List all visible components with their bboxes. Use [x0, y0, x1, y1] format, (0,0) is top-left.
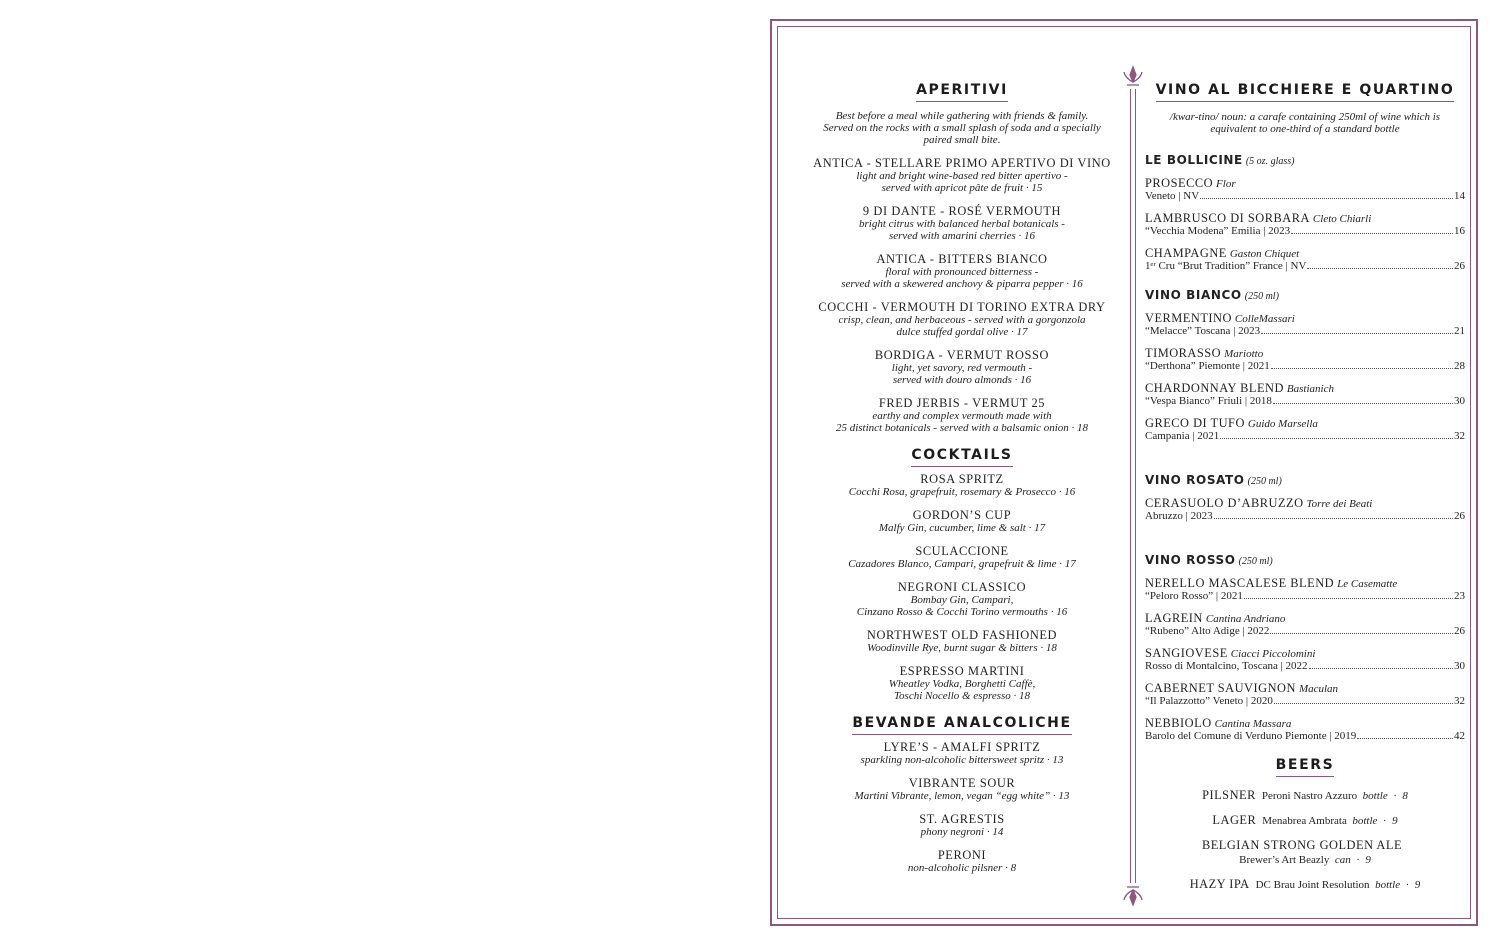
item-name: SCULACCIONE	[915, 544, 1009, 558]
item-description: Woodinville Rye, burnt sugar & bitters · 18	[867, 642, 1057, 654]
dot-leader	[1274, 703, 1453, 704]
wine-origin: “Melacce” Toscana | 2023	[1145, 325, 1261, 337]
item-description: light, yet savory, red vermouth -	[891, 362, 1033, 374]
group-note: (250 ml)	[1244, 291, 1279, 302]
wine-price: 26	[1454, 625, 1465, 637]
wine-group	[1145, 153, 1465, 273]
item-name: ESPRESSO MARTINI	[899, 664, 1025, 678]
item-description: served with apricot pâte de fruit · 15	[881, 182, 1043, 194]
intro-line: Served on the rocks with a small splash of soda and a specially	[823, 122, 1101, 134]
beer-item	[1145, 877, 1465, 892]
item-name: COCCHI - VERMOUTH DI TORINO EXTRA DRY	[818, 300, 1106, 314]
item-description: phony negroni · 14	[920, 826, 1004, 838]
fleur-top-icon	[1124, 67, 1142, 85]
menu-page	[770, 19, 1478, 926]
wine-name: NERELLO MASCALESE BLEND	[1145, 576, 1335, 590]
wine-price: 23	[1454, 590, 1465, 602]
beer-name: HAZY IPA	[1189, 877, 1250, 891]
wine-item	[1145, 382, 1465, 408]
group-name: LE BOLLICINE	[1145, 153, 1243, 167]
item-description: served with a skewered anchovy & piparra pepper · 16	[841, 278, 1083, 290]
wine-origin: Campania | 2021	[1145, 430, 1220, 442]
wine-origin-line	[1145, 625, 1465, 638]
item-description: earthy and complex vermouth made with	[872, 410, 1052, 422]
wine-origin: Veneto | NV	[1145, 190, 1200, 202]
wine-name: CERASUOLO D’ABRUZZO	[1145, 496, 1304, 510]
wine-name: SANGIOVESE	[1145, 646, 1228, 660]
wine-title-line	[1145, 247, 1465, 260]
beer-price: 9	[1365, 854, 1371, 866]
wine-item	[1145, 682, 1465, 708]
ornamental-divider	[1123, 63, 1143, 909]
wine-title-line	[1145, 717, 1465, 730]
menu-item	[792, 777, 1132, 802]
intro-line: paired small bite.	[923, 134, 1001, 146]
wine-origin-line	[1145, 190, 1465, 203]
wine-group-title	[1145, 153, 1465, 167]
wine-title-line	[1145, 177, 1465, 190]
bevande-list	[792, 741, 1132, 874]
wine-name: CABERNET SAUVIGNON	[1145, 681, 1296, 695]
wine-item	[1145, 247, 1465, 273]
aperitivi-list	[792, 157, 1132, 434]
wine-origin-line	[1145, 695, 1465, 708]
wine-origin: 1ᵉʳ Cru “Brut Tradition” France | NV	[1145, 260, 1307, 272]
wine-item	[1145, 177, 1465, 203]
beers-list	[1145, 788, 1465, 892]
cocktails-title: COCKTAILS	[792, 447, 1132, 467]
wine-group	[1145, 473, 1465, 523]
wine-origin-line	[1145, 730, 1465, 743]
vino-title: VINO AL BICCHIERE E QUARTINO	[1145, 82, 1465, 102]
item-name: PERONI	[937, 848, 987, 862]
beer-format: bottle	[1352, 815, 1378, 827]
item-name: ANTICA - STELLARE PRIMO APERTIVO DI VINO	[813, 156, 1111, 170]
group-name: VINO ROSATO	[1145, 473, 1245, 487]
intro-line: equivalent to one-third of a standard bottle	[1210, 123, 1400, 135]
beer-brand: Peroni Nastro Azzuro	[1261, 790, 1358, 802]
vino-intro	[1145, 111, 1465, 135]
wine-origin: Barolo del Comune di Verduno Piemonte | 2019	[1145, 730, 1357, 742]
fleur-bottom-icon	[1124, 887, 1142, 905]
menu-item	[792, 741, 1132, 766]
wine-origin-line	[1145, 225, 1465, 238]
cocktails-section	[792, 447, 1132, 702]
wine-name: CHARDONNAY BLEND	[1145, 381, 1284, 395]
dot-leader	[1291, 233, 1453, 234]
wine-producer: Ciacci Piccolomini	[1230, 648, 1316, 660]
item-description: dulce stuffed gordal olive · 17	[896, 326, 1028, 338]
item-name: ANTICA - BITTERS BIANCO	[876, 252, 1048, 266]
item-description: Cinzano Rosso & Cocchi Torino vermouths · 16	[856, 606, 1068, 618]
wine-origin: “Il Palazzotto” Veneto | 2020	[1145, 695, 1273, 707]
wine-origin: Rosso di Montalcino, Toscana | 2022	[1145, 660, 1308, 672]
wine-origin: “Peloro Rosso” | 2021	[1145, 590, 1243, 602]
item-description: Martini Vibrante, lemon, vegan “egg white” · 13	[854, 790, 1070, 802]
item-description: non-alcoholic pilsner · 8	[907, 862, 1017, 874]
group-note: (5 oz. glass)	[1245, 156, 1295, 167]
wine-origin: “Rubeno” Alto Adige | 2022	[1145, 625, 1270, 637]
beer-format: can	[1334, 854, 1351, 866]
beer-price: 8	[1402, 790, 1408, 802]
wine-item	[1145, 647, 1465, 673]
beer-name: BELGIAN STRONG GOLDEN ALE	[1201, 838, 1403, 852]
menu-item	[792, 253, 1132, 290]
item-description: Cazadores Blanco, Campari, grapefruit & lime · 17	[848, 558, 1076, 570]
wine-title-line	[1145, 212, 1465, 225]
item-description: crisp, clean, and herbaceous - served with a gorgonzola	[838, 314, 1086, 326]
wine-price: 30	[1454, 395, 1465, 407]
menu-item	[792, 473, 1132, 498]
wine-price: 26	[1454, 510, 1465, 522]
bevande-section	[792, 715, 1132, 874]
menu-item	[792, 205, 1132, 242]
wine-origin-line	[1145, 430, 1465, 443]
wine-item	[1145, 312, 1465, 338]
item-description: served with amarini cherries · 16	[888, 230, 1036, 242]
menu-item	[792, 397, 1132, 434]
wine-producer: Guido Marsella	[1247, 418, 1318, 430]
beer-name: LAGER	[1212, 813, 1257, 827]
wine-item	[1145, 717, 1465, 743]
item-description: light and bright wine-based red bitter apertivo -	[856, 170, 1068, 182]
beer-name: PILSNER	[1202, 788, 1256, 802]
wine-item	[1145, 347, 1465, 373]
wine-origin-line	[1145, 395, 1465, 408]
item-name: ROSA SPRITZ	[920, 472, 1004, 486]
beer-item	[1145, 838, 1465, 867]
aperitivi-section	[792, 82, 1132, 434]
item-name: LYRE’S - AMALFI SPRITZ	[883, 740, 1041, 754]
menu-item	[792, 349, 1132, 386]
dot-leader	[1307, 268, 1453, 269]
beer-price: 9	[1392, 815, 1398, 827]
wine-origin-line	[1145, 660, 1465, 673]
dot-leader	[1261, 333, 1453, 334]
wine-item	[1145, 417, 1465, 443]
left-column	[792, 27, 1132, 874]
wine-origin: “Derthona” Piemonte | 2021	[1145, 360, 1270, 372]
wine-name: NEBBIOLO	[1145, 716, 1212, 730]
menu-item	[792, 849, 1132, 874]
wine-title-line	[1145, 312, 1465, 325]
group-note: (250 ml)	[1238, 556, 1273, 567]
wine-origin-line	[1145, 590, 1465, 603]
wine-title-line	[1145, 577, 1465, 590]
item-description: served with douro almonds · 16	[892, 374, 1032, 386]
wine-price: 21	[1454, 325, 1465, 337]
wine-name: VERMENTINO	[1145, 311, 1232, 325]
wine-group	[1145, 288, 1465, 443]
wine-producer: Maculan	[1298, 683, 1339, 695]
wine-title-line	[1145, 417, 1465, 430]
group-note: (250 ml)	[1247, 476, 1282, 487]
wine-group-title	[1145, 473, 1465, 487]
wine-origin: Abruzzo | 2023	[1145, 510, 1213, 522]
item-name: NORTHWEST OLD FASHIONED	[866, 628, 1058, 642]
wine-item	[1145, 497, 1465, 523]
wine-name: CHAMPAGNE	[1145, 246, 1227, 260]
wine-name: LAGREIN	[1145, 611, 1203, 625]
wine-title-line	[1145, 382, 1465, 395]
wine-title-line	[1145, 497, 1465, 510]
intro-line: /kwar-tino/ noun: a carafe containing 250ml of wine which is	[1169, 111, 1441, 123]
menu-inner-border	[777, 26, 1471, 919]
wine-producer: ColleMassari	[1234, 313, 1295, 325]
wine-price: 42	[1454, 730, 1465, 742]
dot-leader	[1200, 198, 1453, 199]
dot-leader	[1244, 598, 1453, 599]
beer-format: bottle	[1375, 879, 1401, 891]
item-description: sparkling non-alcoholic bittersweet spritz · 13	[860, 754, 1064, 766]
group-name: VINO BIANCO	[1145, 288, 1242, 302]
dot-leader	[1273, 403, 1453, 404]
dot-leader	[1270, 633, 1453, 634]
item-description: Wheatley Vodka, Borghetti Caffè,	[888, 678, 1036, 690]
wine-group-title	[1145, 288, 1465, 302]
separator: ·	[1387, 790, 1403, 802]
item-name: VIBRANTE SOUR	[908, 776, 1016, 790]
wine-producer: Le Casematte	[1337, 578, 1398, 590]
bevande-title: BEVANDE ANALCOLICHE	[792, 715, 1132, 735]
dot-leader	[1220, 438, 1453, 439]
dot-leader	[1309, 668, 1453, 669]
wine-origin-line	[1145, 260, 1465, 273]
wine-name: PROSECCO	[1145, 176, 1214, 190]
item-description: Toschi Nocello & espresso · 18	[893, 690, 1031, 702]
group-name: VINO ROSSO	[1145, 553, 1236, 567]
menu-item	[792, 581, 1132, 618]
wine-origin-line	[1145, 325, 1465, 338]
aperitivi-title: APERITIVI	[792, 82, 1132, 102]
dot-leader	[1271, 368, 1453, 369]
wine-name: GRECO DI TUFO	[1145, 416, 1245, 430]
beer-price: 9	[1414, 879, 1421, 891]
item-description: Cocchi Rosa, grapefruit, rosemary & Prosecco · 16	[848, 486, 1076, 498]
item-description: floral with pronounced bitterness -	[885, 266, 1039, 278]
wine-groups	[1145, 153, 1465, 743]
beer-brand: Brewer’s Art Beazly	[1239, 854, 1330, 866]
beers-section	[1145, 757, 1465, 892]
wine-producer: Torre dei Beati	[1306, 498, 1373, 510]
item-name: GORDON’S CUP	[912, 508, 1012, 522]
menu-item	[792, 157, 1132, 194]
item-name: FRED JERBIS - VERMUT 25	[878, 396, 1046, 410]
wine-item	[1145, 612, 1465, 638]
wine-title-line	[1145, 647, 1465, 660]
wine-producer: Cantina Andriano	[1205, 613, 1286, 625]
wine-title-line	[1145, 612, 1465, 625]
wine-price: 30	[1454, 660, 1465, 672]
vino-section	[1145, 82, 1465, 743]
wine-item	[1145, 212, 1465, 238]
item-description: Malfy Gin, cucumber, lime & salt · 17	[878, 522, 1046, 534]
beer-item	[1145, 788, 1465, 803]
menu-item	[792, 629, 1132, 654]
aperitivi-intro	[792, 110, 1132, 146]
wine-origin: “Vecchia Modena” Emilia | 2023	[1145, 225, 1291, 237]
wine-title-line	[1145, 347, 1465, 360]
menu-item	[792, 509, 1132, 534]
separator: ·	[1400, 879, 1415, 891]
beer-item	[1145, 813, 1465, 828]
beer-brand: DC Brau Joint Resolution	[1255, 879, 1370, 891]
menu-item	[792, 545, 1132, 570]
wine-producer: Flor	[1216, 178, 1236, 190]
menu-item	[792, 301, 1132, 338]
beer-brand: Menabrea Ambrata	[1262, 815, 1347, 827]
wine-group	[1145, 553, 1465, 743]
wine-price: 26	[1454, 260, 1465, 272]
wine-price: 32	[1454, 430, 1465, 442]
item-name: BORDIGA - VERMUT ROSSO	[874, 348, 1050, 362]
wine-producer: Cleto Chiarli	[1312, 213, 1372, 225]
separator: ·	[1377, 815, 1393, 827]
wine-price: 14	[1454, 190, 1465, 202]
dot-leader	[1214, 518, 1453, 519]
wine-producer: Gaston Chiquet	[1229, 248, 1300, 260]
wine-group-title	[1145, 553, 1465, 567]
cocktails-list	[792, 473, 1132, 702]
beers-title: BEERS	[1145, 757, 1465, 777]
menu-item	[792, 813, 1132, 838]
intro-line: Best before a meal while gathering with friends & family.	[835, 110, 1089, 122]
beer-format: bottle	[1362, 790, 1388, 802]
wine-title-line	[1145, 682, 1465, 695]
item-description: bright citrus with balanced herbal botanicals -	[859, 218, 1065, 230]
menu-item	[792, 665, 1132, 702]
wine-origin-line	[1145, 360, 1465, 373]
wine-origin-line	[1145, 510, 1465, 523]
wine-name: TIMORASSO	[1145, 346, 1222, 360]
dot-leader	[1357, 738, 1453, 739]
separator: ·	[1350, 854, 1366, 866]
item-name: 9 DI DANTE - ROSÉ VERMOUTH	[862, 204, 1062, 218]
item-description: 25 distinct botanicals - served with a balsamic onion · 18	[835, 422, 1089, 434]
wine-price: 16	[1454, 225, 1465, 237]
item-name: NEGRONI CLASSICO	[897, 580, 1027, 594]
item-name: ST. AGRESTIS	[919, 812, 1005, 826]
item-description: Bombay Gin, Campari,	[910, 594, 1014, 606]
wine-price: 28	[1454, 360, 1465, 372]
right-column	[1145, 27, 1465, 892]
wine-price: 32	[1454, 695, 1465, 707]
wine-name: LAMBRUSCO DI SORBARA	[1145, 211, 1310, 225]
wine-origin: “Vespa Bianco” Friuli | 2018	[1145, 395, 1272, 407]
wine-item	[1145, 577, 1465, 603]
wine-producer: Bastianich	[1286, 383, 1334, 395]
wine-producer: Mariotto	[1224, 348, 1264, 360]
wine-producer: Cantina Massara	[1214, 718, 1292, 730]
